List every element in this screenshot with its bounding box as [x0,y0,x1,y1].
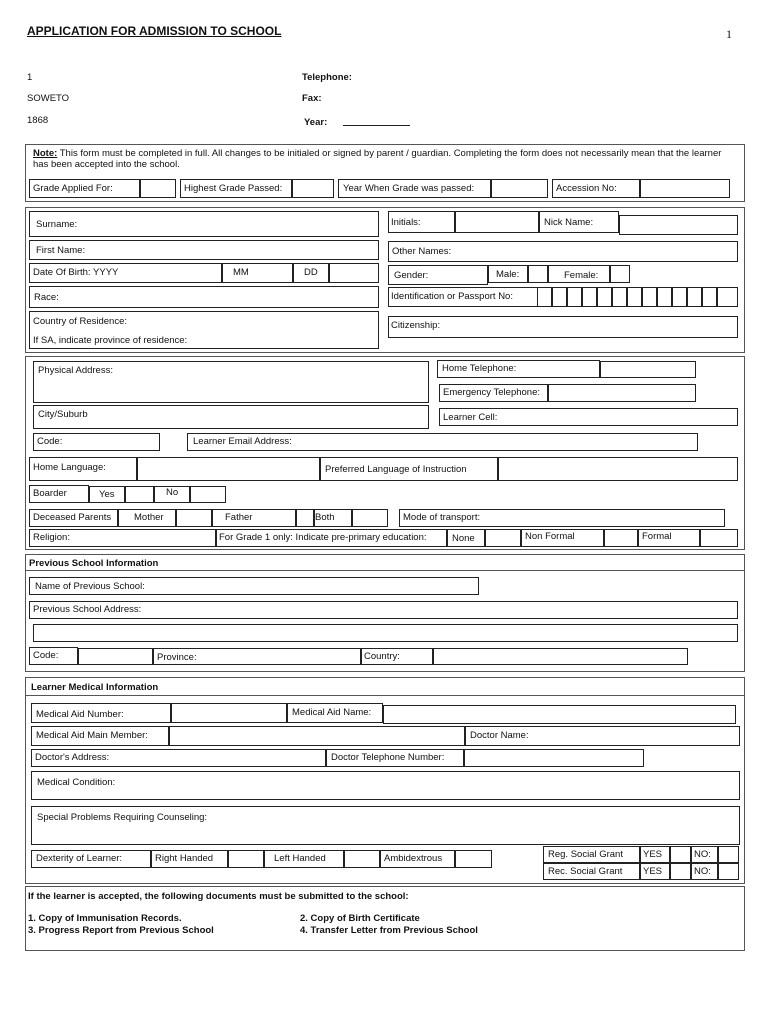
id-digit-2[interactable] [552,287,567,307]
non-formal-label: Non Formal [525,531,575,542]
religion-label: Religion: [33,532,70,543]
boarder-no-label: No [166,487,179,498]
email-label: Learner Email Address: [193,436,292,447]
accession-label: Accession No: [556,183,617,194]
previous-school-name-label: Name of Previous School: [35,581,145,592]
boarder-yes-label: Yes [99,489,115,500]
medical-aid-name-input[interactable] [383,705,736,724]
right-handed-label: Right Handed [155,853,214,864]
pref-language-input[interactable] [498,457,738,481]
previous-country-label: Country: [364,651,400,662]
ambidextrous-label: Ambidextrous [384,853,443,864]
boarder-label: Boarder [33,488,67,499]
right-handed-checkbox[interactable] [228,850,264,868]
dob-day-input[interactable] [329,263,379,283]
female-checkbox[interactable] [610,265,630,283]
id-passport-label: Identification or Passport No: [391,291,513,302]
id-digit-10[interactable] [672,287,687,307]
physical-address-label: Physical Address: [38,365,113,376]
both-checkbox[interactable] [352,509,388,527]
rec-grant-no-checkbox[interactable] [718,863,739,880]
male-checkbox[interactable] [528,265,548,283]
year-passed-input[interactable] [491,179,548,198]
emergency-tel-label: Emergency Telephone: [443,387,540,398]
formal-checkbox[interactable] [700,529,738,547]
citizenship-label: Citizenship: [391,320,441,331]
none-checkbox[interactable] [485,529,521,547]
rec-grant-label: Rec. Social Grant [548,866,623,877]
grade-applied-input[interactable] [140,179,176,198]
home-tel-input[interactable] [600,361,696,378]
surname-label: Surname: [36,219,78,230]
father-label: Father [225,512,253,523]
father-checkbox[interactable] [296,509,314,527]
grade-applied-label: Grade Applied For: [33,183,113,194]
emergency-tel-input[interactable] [548,384,696,402]
page-number: 1 [726,27,732,41]
id-digit-6[interactable] [612,287,627,307]
documents-heading: If the learner is accepted, the following documents must be submitted to the school: [28,891,409,902]
grade1-label: For Grade 1 only: Indicate pre-primary education: [219,532,427,543]
left-handed-label: Left Handed [274,853,326,864]
medical-aid-name-label: Medical Aid Name: [292,707,372,718]
document-2: 2. Copy of Birth Certificate [300,913,420,924]
race-label: Race: [34,292,59,303]
id-digit-5[interactable] [597,287,612,307]
doctor-tel-label: Doctor Telephone Number: [331,752,445,763]
previous-school-heading: Previous School Information [29,558,159,569]
note-text [33,148,733,170]
year-passed-label: Year When Grade was passed: [343,183,475,194]
previous-code-label: Code: [33,650,59,661]
school-number: 1 [27,72,33,83]
reg-grant-yes-checkbox[interactable] [670,846,691,863]
doctor-tel-input[interactable] [464,749,644,767]
surname-input[interactable] [29,211,379,237]
pref-language-label: Preferred Language of Instruction [325,464,467,475]
first-name-label: First Name: [36,245,86,256]
initials-input[interactable] [455,211,539,233]
home-tel-label: Home Telephone: [442,363,517,374]
female-label: Female: [564,270,599,281]
mother-label: Mother [134,512,164,523]
previous-country-input[interactable] [433,648,688,665]
province-residence-label: If SA, indicate province of residence: [33,335,188,346]
country-residence-label: Country of Residence: [33,316,127,327]
dob-label: Date Of Birth: YYYY [33,267,119,278]
reg-grant-no-label: NO: [694,849,711,860]
id-digit-8[interactable] [642,287,657,307]
school-area: SOWETO [27,93,70,104]
none-label: None [452,533,475,544]
doctor-name-label: Doctor Name: [470,730,529,741]
school-code: 1868 [27,115,49,126]
other-names-label: Other Names: [392,246,452,257]
id-digit-9[interactable] [657,287,672,307]
previous-province-label: Province: [157,652,197,663]
form-title: APPLICATION FOR ADMISSION TO SCHOOL [27,24,282,38]
highest-grade-input[interactable] [292,179,334,198]
initials-label: Initials: [391,217,421,228]
medical-heading: Learner Medical Information [31,682,159,693]
non-formal-checkbox[interactable] [604,529,638,547]
reg-grant-yes-label: YES [643,849,663,860]
home-language-label: Home Language: [33,462,106,473]
note-prefix: Note: [33,148,58,159]
reg-grant-label: Reg. Social Grant [548,849,623,860]
dexterity-label: Dexterity of Learner: [36,853,123,864]
medical-condition-label: Medical Condition: [37,777,116,788]
boarder-no-checkbox[interactable] [190,486,226,503]
id-digit-12[interactable] [702,287,717,307]
special-problems-label: Special Problems Requiring Counseling: [37,812,208,823]
home-language-input[interactable] [137,457,320,481]
medical-condition-input[interactable] [31,771,740,800]
id-digit-1[interactable] [537,287,552,307]
telephone-label: Telephone: [302,72,352,83]
document-3: 3. Progress Report from Previous School [28,925,214,936]
nick-name-label: Nick Name: [544,217,594,228]
highest-grade-label: Highest Grade Passed: [184,183,283,194]
transport-label: Mode of transport: [403,512,481,523]
id-digit-3[interactable] [567,287,582,307]
rec-grant-no-label: NO: [694,866,711,877]
mother-checkbox[interactable] [176,509,212,527]
main-member-label: Medical Aid Main Member: [36,730,148,741]
fax-label: Fax: [302,93,322,104]
reg-grant-no-checkbox[interactable] [718,846,739,863]
id-digit-13[interactable] [717,287,738,307]
formal-label: Formal [642,531,672,542]
medical-aid-number-label: Medical Aid Number: [36,709,124,720]
city-suburb-label: City/Suburb [38,409,88,420]
year-label: Year: [304,117,328,128]
city-suburb-input[interactable] [33,405,429,429]
accession-input[interactable] [640,179,730,198]
learner-cell-label: Learner Cell: [443,412,498,423]
deceased-label: Deceased Parents [33,512,112,523]
previous-code-input[interactable] [78,648,153,665]
id-digit-7[interactable] [627,287,642,307]
citizenship-input[interactable] [388,316,738,338]
note-body: This form must be completed in full. All changes to be initialed or signed by parent / guardian. Completing the form does not necessarily mean that the learner has been accepted into the school. [33,148,722,170]
main-member-input[interactable] [169,726,465,746]
code-label: Code: [37,436,63,447]
dob-mm-label: MM [233,267,249,278]
document-1: 1. Copy of Immunisation Records. [28,913,182,924]
year-input-line[interactable] [343,125,410,126]
gender-label: Gender: [394,270,429,281]
medical-aid-number-input[interactable] [171,703,287,723]
previous-school-address-label: Previous School Address: [33,604,142,615]
doctor-address-label: Doctor's Address: [35,752,110,763]
race-input[interactable] [29,286,379,308]
left-handed-checkbox[interactable] [344,850,380,868]
document-4: 4. Transfer Letter from Previous School [300,925,478,936]
boarder-yes-checkbox[interactable] [125,486,154,503]
nick-name-input[interactable] [619,215,738,235]
rec-grant-yes-label: YES [643,866,663,877]
ambidextrous-checkbox[interactable] [455,850,492,868]
id-digit-11[interactable] [687,287,702,307]
previous-school-address-line2[interactable] [33,624,738,642]
dob-dd-label: DD [304,267,318,278]
both-label: Both [315,512,335,523]
id-digit-4[interactable] [582,287,597,307]
male-label: Male: [496,269,520,280]
rec-grant-yes-checkbox[interactable] [670,863,691,880]
